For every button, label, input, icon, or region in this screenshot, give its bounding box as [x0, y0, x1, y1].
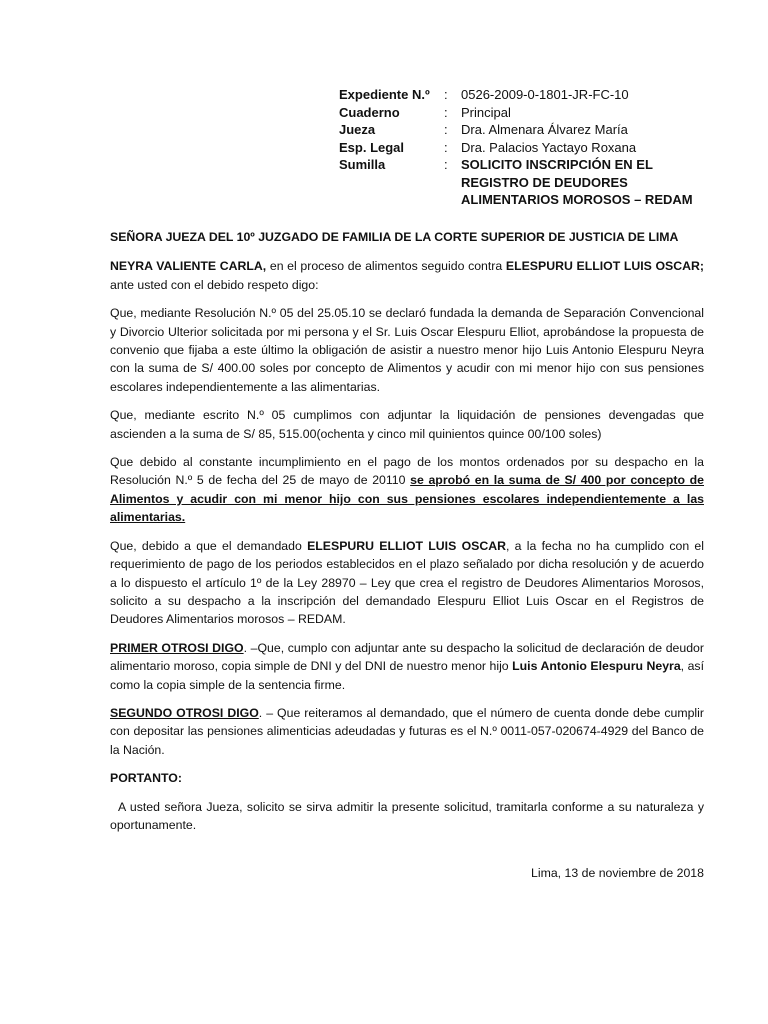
header-colon: : [444, 157, 448, 172]
redam-text-b: , a la fecha no ha cumplido con el requerimiento de pago de los periodos establecidos en el plazo señalado por dicha resolución y de acuerdo a lo dispuesto el artículo 1º de la Ley 28970 – Ley que crea el registro de Deudores Alimentarios Morosos, solicito a su despacho a la inscripción del demandado Elespuru Elliot Luis Oscar en el Registros de Deudores Alimentarios morosos – REDAM. [110, 538, 704, 627]
header-colon: : [444, 122, 448, 137]
header-key: Expediente N.º [339, 87, 430, 102]
defendant-name: ELESPURU ELLIOT LUIS OSCAR; [505, 259, 704, 274]
portanto-heading: PORTANTO: [110, 771, 182, 786]
header-row-cuaderno [339, 104, 721, 122]
header-value: SOLICITO INSCRIPCIÓN EN EL REGISTRO DE DEUDORES ALIMENTARIOS MOROSOS – REDAM [461, 157, 693, 207]
paragraph-resolution: Que, mediante Resolución N.º 05 del 25.05.10 se declaró fundada la demanda de Separación Convencional y Divorcio Ulterior solicitada por mi persona y el Sr. Luis Oscar Elespuru Elliot, aprobándose la propuesta de convenio que fijaba a este último la obligación de asistir a nuestro menor hijo Luis Antonio Elespuru Neyra con la suma de S/ 400.00 soles por concepto de Alimentos y acudir con mi menor hijo con sus pensiones escolares independientemente a las alimentarias. [110, 306, 704, 394]
noncompliance-underlined: se aprobó en la suma de S/ 400 por concepto de Alimentos y acudir con mi menor hijo con sus pensiones escolares independientemente a las alimentarias. [110, 473, 704, 525]
first-otrosi-text-b: , así como la copia simple de la sentencia firme. [110, 659, 704, 692]
noncompliance-text: Que debido al constante incumplimiento en el pago de los montos ordenados por su despacho en la Resolución N.º 5 de fecha del 25 de mayo de 20110 [110, 455, 704, 488]
document-body [110, 228, 704, 893]
paragraph-noncompliance [110, 453, 704, 527]
paragraph-closing: A usted señora Jueza, solicito se sirva admitir la presente solicitud, tramitarla conforme a su naturaleza y oportunamente. [110, 799, 704, 832]
header-value: 0526-2009-0-1801-JR-FC-10 [461, 87, 629, 102]
place-date: Lima, 13 de noviembre de 2018 [531, 866, 704, 881]
first-otrosi-heading: PRIMER OTROSI DIGO [110, 640, 244, 655]
header-key: Cuaderno [339, 104, 400, 120]
header-key: Jueza [339, 122, 376, 137]
header-colon: : [444, 104, 448, 120]
paragraph-liquidation: Que, mediante escrito N.º 05 cumplimos con adjuntar la liquidación de pensiones devengadas que ascienden a la suma de S/ 85, 515.00(ochenta y cinco mil quinientos quince 00/100 soles) [110, 408, 704, 441]
document-title: SEÑORA JUEZA DEL 10º JUZGADO DE FAMILIA DE LA CORTE SUPERIOR DE JUSTICIA DE LIMA [110, 230, 679, 244]
header-row-sumilla [339, 156, 721, 209]
header-key: Esp. Legal [339, 139, 405, 155]
second-otrosi-text: . – Que reiteramos al demandado, que el número de cuenta donde debe cumplir con depositar las pensiones alimenticias adeudadas y futuras es el N.º 0011-057-020674-4929 del Banco de la Nación. [110, 705, 704, 757]
second-otrosi-heading: SEGUNDO OTROSI DIGO [110, 705, 259, 720]
header-row-expediente [339, 86, 721, 104]
header-colon: : [444, 87, 448, 102]
first-otrosi-text-a: . –Que, cumplo con adjuntar ante su despacho la solicitud de declaración de deudor alimentario moroso, copia simple de DNI y del DNI de nuestro menor hijo [110, 640, 704, 674]
redam-defendant: ELESPURU ELLIOT LUIS OSCAR [307, 538, 506, 553]
header-key: Sumilla [339, 157, 386, 172]
header-value: Principal [461, 104, 511, 120]
intro-paragraph [110, 257, 704, 294]
child-name: Luis Antonio Elespuru Neyra [512, 659, 681, 674]
header-row-esp-legal [339, 139, 721, 157]
paragraph-second-otrosi [110, 704, 704, 759]
paragraph-redam-request [110, 537, 704, 629]
header-value: Dra. Almenara Álvarez María [461, 122, 628, 137]
paragraph-first-otrosi [110, 639, 704, 694]
header-colon: : [444, 139, 448, 155]
header-value: Dra. Palacios Yactayo Roxana [461, 139, 637, 155]
redam-text-a: Que, debido a que el demandado [110, 538, 308, 553]
header-row-jueza [339, 121, 721, 139]
plaintiff-name: NEYRA VALIENTE CARLA, [110, 259, 267, 274]
intro-text-a: en el proceso de alimentos seguido contra [266, 259, 506, 274]
intro-text-b: ante usted con el debido respeto digo: [110, 277, 319, 292]
case-header [339, 86, 721, 209]
